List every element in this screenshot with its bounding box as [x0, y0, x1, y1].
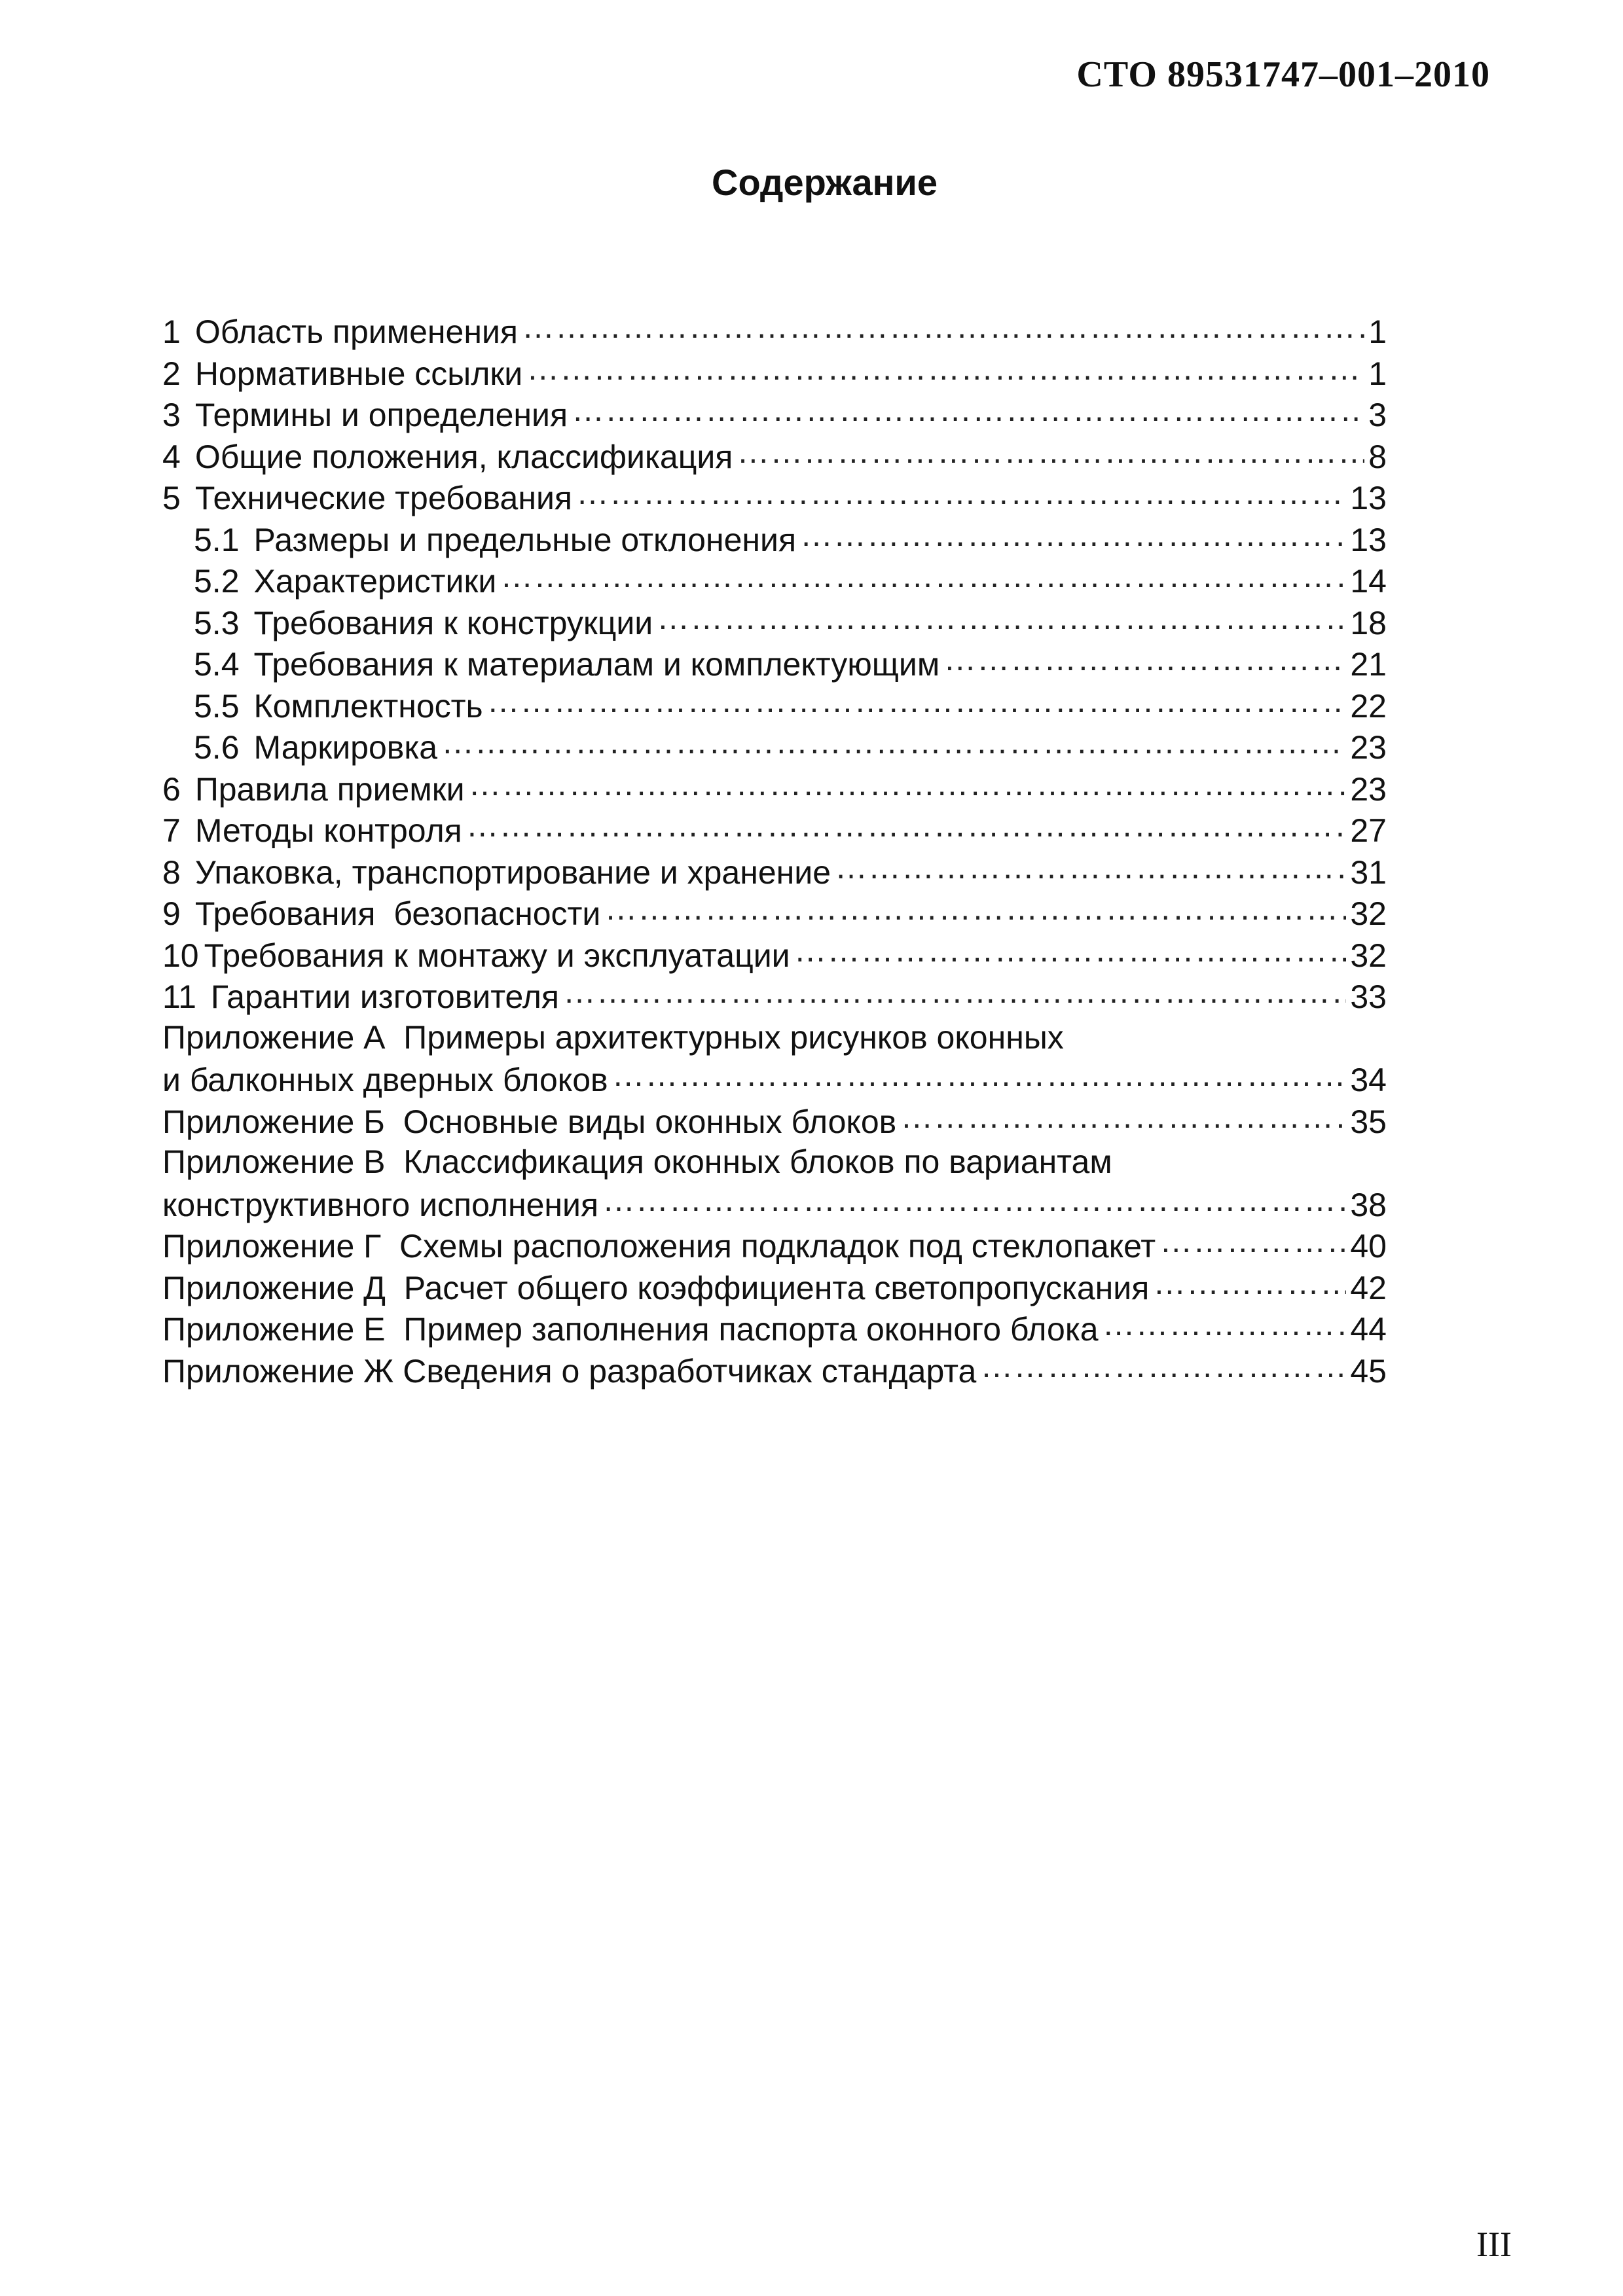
toc-entry-number: 9: [162, 895, 181, 932]
toc-entry-number: 5.2: [194, 563, 240, 600]
toc-entry-title: Приложение В Классификация оконных блоков по вариантам: [162, 1143, 1112, 1180]
toc-entry-number: 5.5: [194, 687, 240, 725]
toc-entry-title: Требования к конструкции: [253, 604, 653, 641]
dot-leader: [469, 768, 1347, 800]
toc-entry[interactable]: [162, 352, 1387, 394]
toc-appendix-v-cont[interactable]: [162, 1183, 1387, 1225]
toc-subentry[interactable]: [162, 560, 1387, 601]
toc-subentry[interactable]: [162, 601, 1387, 643]
toc-appendix-v[interactable]: [162, 1141, 1387, 1183]
toc-subentry[interactable]: [162, 518, 1387, 560]
toc-entry-title: и балконных дверных блоков: [162, 1062, 608, 1098]
toc-entry-title: Приложение А Примеры архитектурных рисунков оконных: [162, 1018, 1064, 1056]
toc-entry-page: 14: [1350, 563, 1387, 600]
dot-leader: [526, 352, 1364, 385]
toc-entry-page: 3: [1368, 397, 1387, 433]
toc-appendix-a[interactable]: [162, 1017, 1387, 1059]
toc-entry-page: 42: [1350, 1269, 1387, 1306]
toc-entry-number: 11: [162, 978, 196, 1015]
toc-appendix-g[interactable]: [162, 1225, 1387, 1266]
toc-entry-page: 13: [1350, 480, 1387, 516]
toc-entry[interactable]: [162, 975, 1387, 1017]
toc-appendix-d[interactable]: [162, 1266, 1387, 1308]
dot-leader: [737, 435, 1364, 468]
dot-leader: [943, 643, 1346, 675]
toc-entry-title: Приложение Г Схемы расположения подкладок под стеклопакет: [162, 1228, 1156, 1265]
toc-entry-title: Требования к монтажу и эксплуатации: [204, 937, 790, 974]
toc-entry-title: Требования безопасности: [194, 895, 601, 932]
toc-entry-number: 1: [162, 314, 181, 350]
toc-appendix-b[interactable]: [162, 1100, 1387, 1142]
toc-entry-number: 5.6: [194, 729, 240, 766]
toc-entry-title: Нормативные ссылки: [194, 355, 523, 392]
toc-entry-title: Методы контроля: [194, 812, 462, 849]
dot-leader: [487, 685, 1347, 717]
toc-entry-title: Гарантии изготовителя: [210, 978, 559, 1015]
toc-entry-title: Требования к материалам и комплектующим: [253, 646, 940, 683]
dot-leader: [500, 560, 1346, 592]
toc-entry-number: 8: [162, 853, 181, 891]
toc-entry-page: 22: [1350, 687, 1387, 725]
toc-entry-title: Маркировка: [253, 729, 438, 766]
toc-entry-page: 1: [1368, 314, 1387, 350]
toc-entry-page: 32: [1350, 895, 1387, 932]
dot-leader: [602, 1183, 1346, 1216]
toc-entry-title: Термины и определения: [194, 397, 568, 433]
dot-leader: [980, 1350, 1346, 1382]
toc-entry-number: 5.1: [194, 521, 240, 558]
dot-leader: [522, 310, 1364, 343]
dot-leader: [572, 393, 1364, 426]
dot-leader: [835, 851, 1346, 884]
toc-entry[interactable]: [162, 809, 1387, 851]
toc-entry-title: Приложение Д Расчет общего коэффициента светопропускания: [162, 1269, 1150, 1306]
toc-entry-title: Характеристики: [253, 563, 497, 600]
page-number: III: [1476, 2225, 1512, 2264]
toc-entry-title: Область применения: [194, 314, 518, 350]
toc-appendix-e[interactable]: [162, 1308, 1387, 1350]
toc-entry-page: 27: [1350, 812, 1387, 849]
dot-leader: [466, 809, 1347, 842]
toc-entry-number: 5.4: [194, 646, 240, 683]
toc-entry[interactable]: [162, 851, 1387, 893]
toc-entry[interactable]: [162, 310, 1387, 352]
toc-entry-title: Приложение Е Пример заполнения паспорта оконного блока: [162, 1311, 1099, 1348]
table-of-contents: [162, 310, 1387, 1391]
toc-subentry[interactable]: [162, 685, 1387, 726]
toc-entry-number: 7: [162, 812, 181, 849]
dot-leader: [563, 975, 1346, 1008]
dot-leader: [1153, 1266, 1346, 1299]
toc-entry-page: 23: [1350, 729, 1387, 766]
toc-entry-page: 21: [1350, 646, 1387, 683]
toc-entry-title: Правила приемки: [194, 770, 465, 808]
toc-entry[interactable]: [162, 768, 1387, 810]
toc-entry-page: 44: [1350, 1311, 1387, 1348]
toc-entry-page: 38: [1350, 1186, 1387, 1223]
toc-entry-page: 31: [1350, 853, 1387, 891]
toc-entry-title: Комплектность: [253, 687, 483, 725]
toc-entry-page: 40: [1350, 1228, 1387, 1265]
toc-entry-page: 23: [1350, 770, 1387, 808]
dot-leader: [612, 1058, 1347, 1091]
dot-leader: [576, 476, 1346, 509]
toc-entry[interactable]: [162, 476, 1387, 518]
toc-entry-page: 1: [1368, 355, 1387, 392]
toc-entry-page: 32: [1350, 937, 1387, 974]
toc-entry[interactable]: [162, 435, 1387, 477]
toc-entry[interactable]: [162, 393, 1387, 435]
dot-leader: [1103, 1308, 1347, 1340]
dot-leader: [657, 601, 1346, 634]
toc-appendix-zh[interactable]: [162, 1350, 1387, 1391]
toc-entry-title: Приложение Ж Сведения о разработчиках стандарта: [162, 1352, 977, 1390]
toc-entry-page: 8: [1368, 438, 1387, 475]
toc-entry-page: 35: [1350, 1103, 1387, 1140]
toc-entry-page: 13: [1350, 521, 1387, 558]
toc-entry-number: 2: [162, 355, 181, 392]
toc-entry-title: Технические требования: [194, 480, 572, 516]
toc-entry-page: 18: [1350, 604, 1387, 641]
dot-leader: [1159, 1225, 1346, 1257]
dot-leader: [441, 726, 1346, 759]
toc-entry-page: 34: [1350, 1062, 1387, 1098]
toc-entry-page: 33: [1350, 978, 1387, 1015]
document-code: СТО 89531747–001–2010: [1076, 54, 1490, 95]
toc-appendix-a-cont[interactable]: [162, 1058, 1387, 1100]
toc-entry-title: Упаковка, транспортирование и хранение: [194, 853, 831, 891]
toc-entry[interactable]: [162, 892, 1387, 934]
toc-entry-number: 10: [162, 937, 199, 974]
dot-leader: [604, 892, 1346, 925]
toc-entry-number: 5: [162, 480, 181, 516]
toc-subentry[interactable]: [162, 643, 1387, 685]
dot-leader: [900, 1100, 1346, 1133]
toc-entry-title: Приложение Б Основные виды оконных блоков: [162, 1103, 897, 1140]
toc-entry-title: Общие положения, классификация: [194, 438, 733, 475]
toc-entry-number: 5.3: [194, 604, 240, 641]
page-title: Содержание: [712, 162, 938, 203]
toc-entry-page: 45: [1350, 1352, 1387, 1390]
toc-entry-title: Размеры и предельные отклонения: [253, 521, 797, 558]
toc-entry-number: 3: [162, 397, 181, 433]
toc-entry-title: конструктивного исполнения: [162, 1186, 599, 1223]
toc-entry[interactable]: [162, 934, 1387, 976]
toc-entry-number: 4: [162, 438, 181, 475]
dot-leader: [800, 518, 1346, 551]
toc-subentry[interactable]: [162, 726, 1387, 768]
dot-leader: [794, 934, 1347, 967]
toc-entry-number: 6: [162, 770, 181, 808]
